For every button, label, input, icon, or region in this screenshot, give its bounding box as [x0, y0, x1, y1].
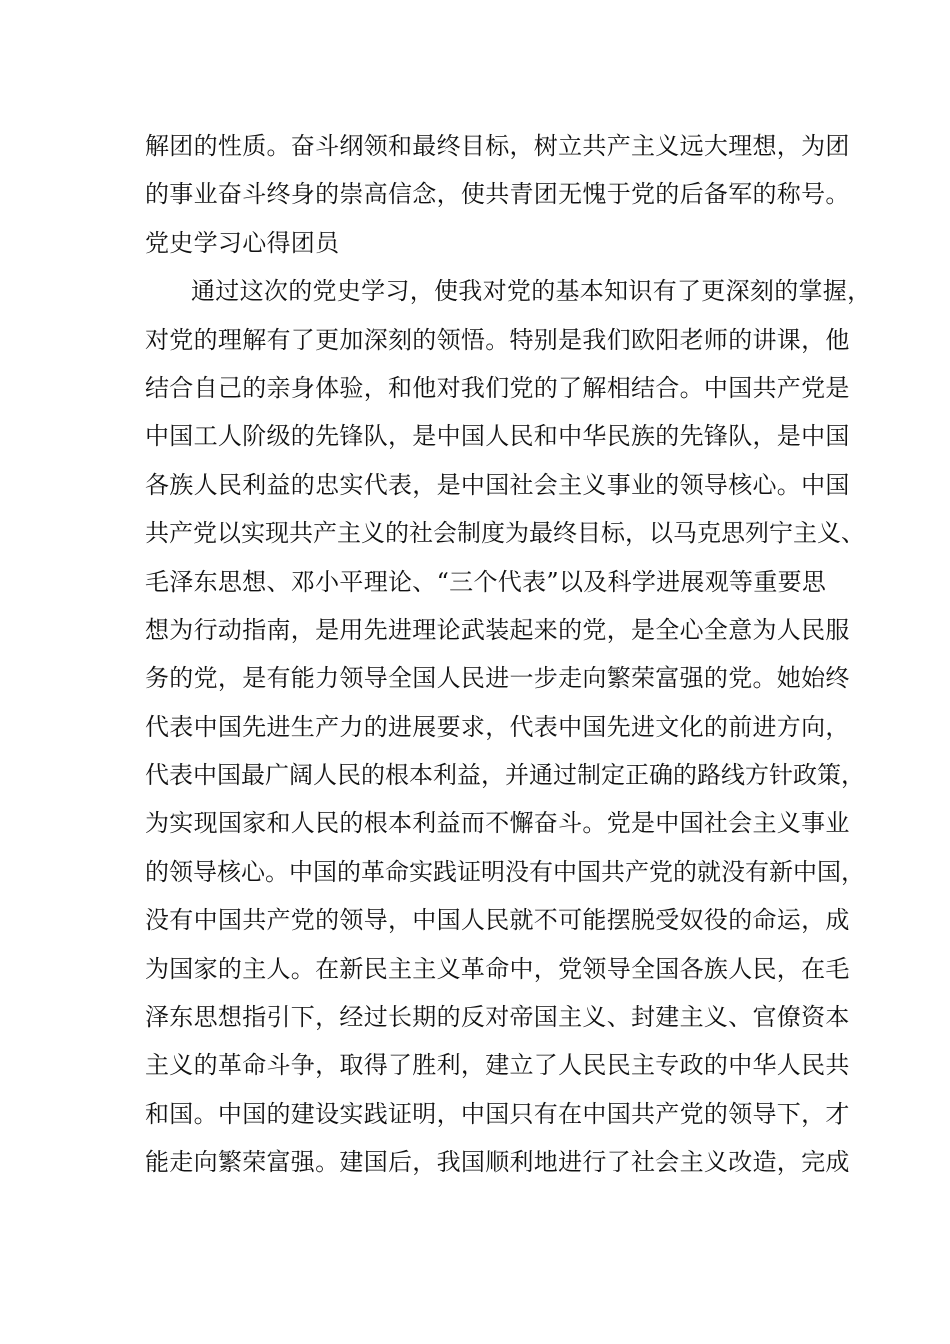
text-line: 结合自己的亲身体验，和他对我们党的了解相结合。中国共产党是 — [145, 373, 850, 402]
text-line: 毛泽东思想、邓小平理论、“三个代表”以及科学进展观等重要思 — [145, 567, 827, 596]
text-line: 泽东思想指引下，经过长期的反对帝国主义、封建主义、官僚资本 — [145, 1003, 850, 1032]
text-line: 代表中国先进生产力的进展要求，代表中国先进文化的前进方向， — [145, 712, 850, 741]
section-heading: 党史学习心得团员 — [145, 228, 340, 257]
text-line: 的事业奋斗终身的崇高信念，使共青团无愧于党的后备军的称号。 — [145, 180, 850, 209]
text-line: 没有中国共产党的领导，中国人民就不可能摆脱受奴役的命运，成 — [145, 906, 850, 935]
text-line: 主义的革命斗争，取得了胜利，建立了人民民主专政的中华人民共 — [145, 1051, 850, 1080]
text-line: 代表中国最广阔人民的根本利益，并通过制定正确的路线方针政策， — [145, 761, 865, 790]
text-line: 各族人民利益的忠实代表，是中国社会主义事业的领导核心。中国 — [145, 470, 850, 499]
text-line: 对党的理解有了更加深刻的领悟。特别是我们欧阳老师的讲课，他 — [145, 325, 850, 354]
text-line: 为国家的主人。在新民主主义革命中，党领导全国各族人民，在毛 — [145, 954, 850, 983]
text-line: 解团的性质。奋斗纲领和最终目标，树立共产主义远大理想，为团 — [145, 132, 850, 160]
text-line: 和国。中国的建设实践证明，中国只有在中国共产党的领导下，才 — [145, 1099, 850, 1128]
text-line: 的领导核心。中国的革命实践证明没有中国共产党的就没有新中国， — [145, 857, 865, 886]
text-line: 中国工人阶级的先锋队，是中国人民和中华民族的先锋队，是中国 — [145, 422, 850, 451]
document-body — [145, 132, 872, 1199]
text-line: 通过这次的党史学习，使我对党的基本知识有了更深刻的掌握， — [191, 277, 872, 306]
text-line: 共产党以实现共产主义的社会制度为最终目标，以马克思列宁主义、 — [145, 519, 865, 548]
text-line: 能走向繁荣富强。建国后，我国顺利地进行了社会主义改造，完成 — [145, 1148, 850, 1177]
text-line: 想为行动指南，是用先进理论武装起来的党，是全心全意为人民服 — [145, 615, 850, 644]
text-line: 务的党，是有能力领导全国人民进一步走向繁荣富强的党。她始终 — [145, 664, 850, 693]
text-line: 为实现国家和人民的根本利益而不懈奋斗。党是中国社会主义事业 — [145, 809, 850, 838]
